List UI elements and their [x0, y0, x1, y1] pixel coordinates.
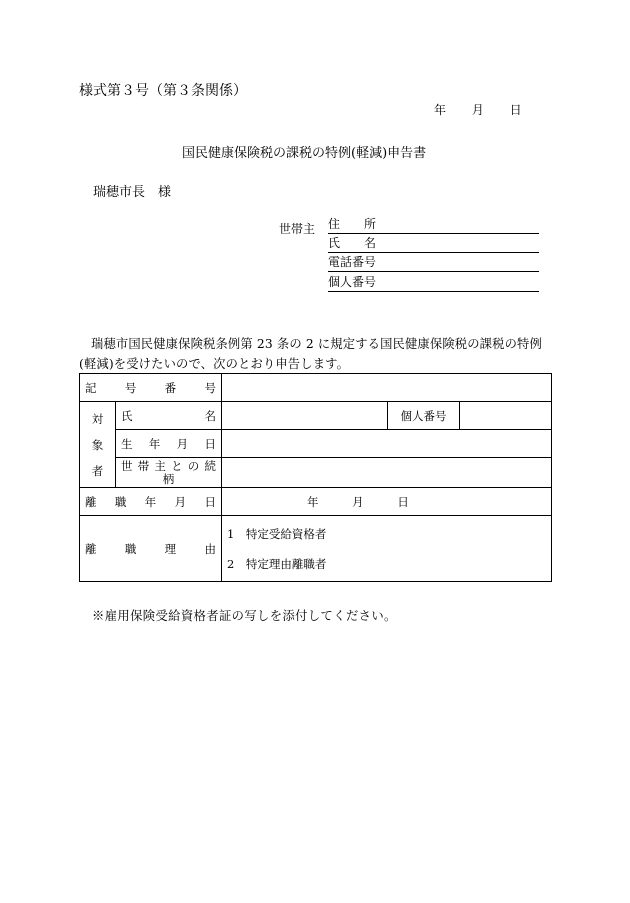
table-row [80, 516, 552, 582]
reason-option-1[interactable]: 1 特定受給資格者 [227, 526, 327, 541]
form-number: 様式第３号（第３条関係） [79, 83, 247, 99]
address-label: 住 所 [328, 217, 377, 231]
attachment-note: ※雇用保険受給資格者証の写しを添付してください。 [92, 609, 397, 623]
phone-field[interactable] [328, 256, 539, 272]
individual-number-field[interactable] [328, 276, 539, 292]
applicant-label: 世帯主 [279, 222, 316, 236]
subject-individual-number-input[interactable] [460, 402, 552, 430]
declaration-text: 瑞穂市国民健康保険税条例第 23 条の 2 に規定する国民健康保険税の課税の特例(軽減)を受けたいので、次のとおり申告します。 [79, 337, 542, 371]
date-line: 年 月 日 [434, 103, 522, 117]
application-table [79, 373, 552, 582]
separation-reason-label: 離職理由 [80, 516, 222, 582]
name-label: 氏 名 [328, 236, 377, 250]
separation-reason-options [222, 516, 552, 582]
record-number-label: 記号番号 [80, 374, 222, 402]
relationship-label: 世帯主との続 柄 [116, 458, 222, 488]
birthdate-input[interactable] [222, 430, 552, 458]
individual-number-label: 個人番号 [328, 275, 377, 289]
relationship-input[interactable] [222, 458, 552, 488]
addressee: 瑞穂市長 様 [93, 185, 172, 200]
subject-person-label: 対 象 者 [80, 402, 116, 488]
table-row [80, 374, 552, 402]
table-row [80, 488, 552, 516]
reason-option-2[interactable]: 2 特定理由離職者 [227, 556, 327, 571]
table-row [80, 430, 552, 458]
address-field[interactable] [328, 218, 539, 234]
separation-date-label: 離職年月日 [80, 488, 222, 516]
record-number-input[interactable] [222, 374, 552, 402]
separation-date-input[interactable]: 年 月 日 [222, 488, 552, 516]
subject-name-input[interactable] [222, 402, 388, 430]
subject-name-label: 氏名 [116, 402, 222, 430]
table-row [80, 402, 552, 430]
birthdate-label: 生年月日 [116, 430, 222, 458]
table-row [80, 458, 552, 488]
name-field[interactable] [328, 237, 539, 253]
document-title: 国民健康保険税の課税の特例(軽減)申告書 [182, 146, 427, 161]
subject-individual-number-label: 個人番号 [388, 402, 460, 430]
phone-label: 電話番号 [328, 255, 377, 269]
